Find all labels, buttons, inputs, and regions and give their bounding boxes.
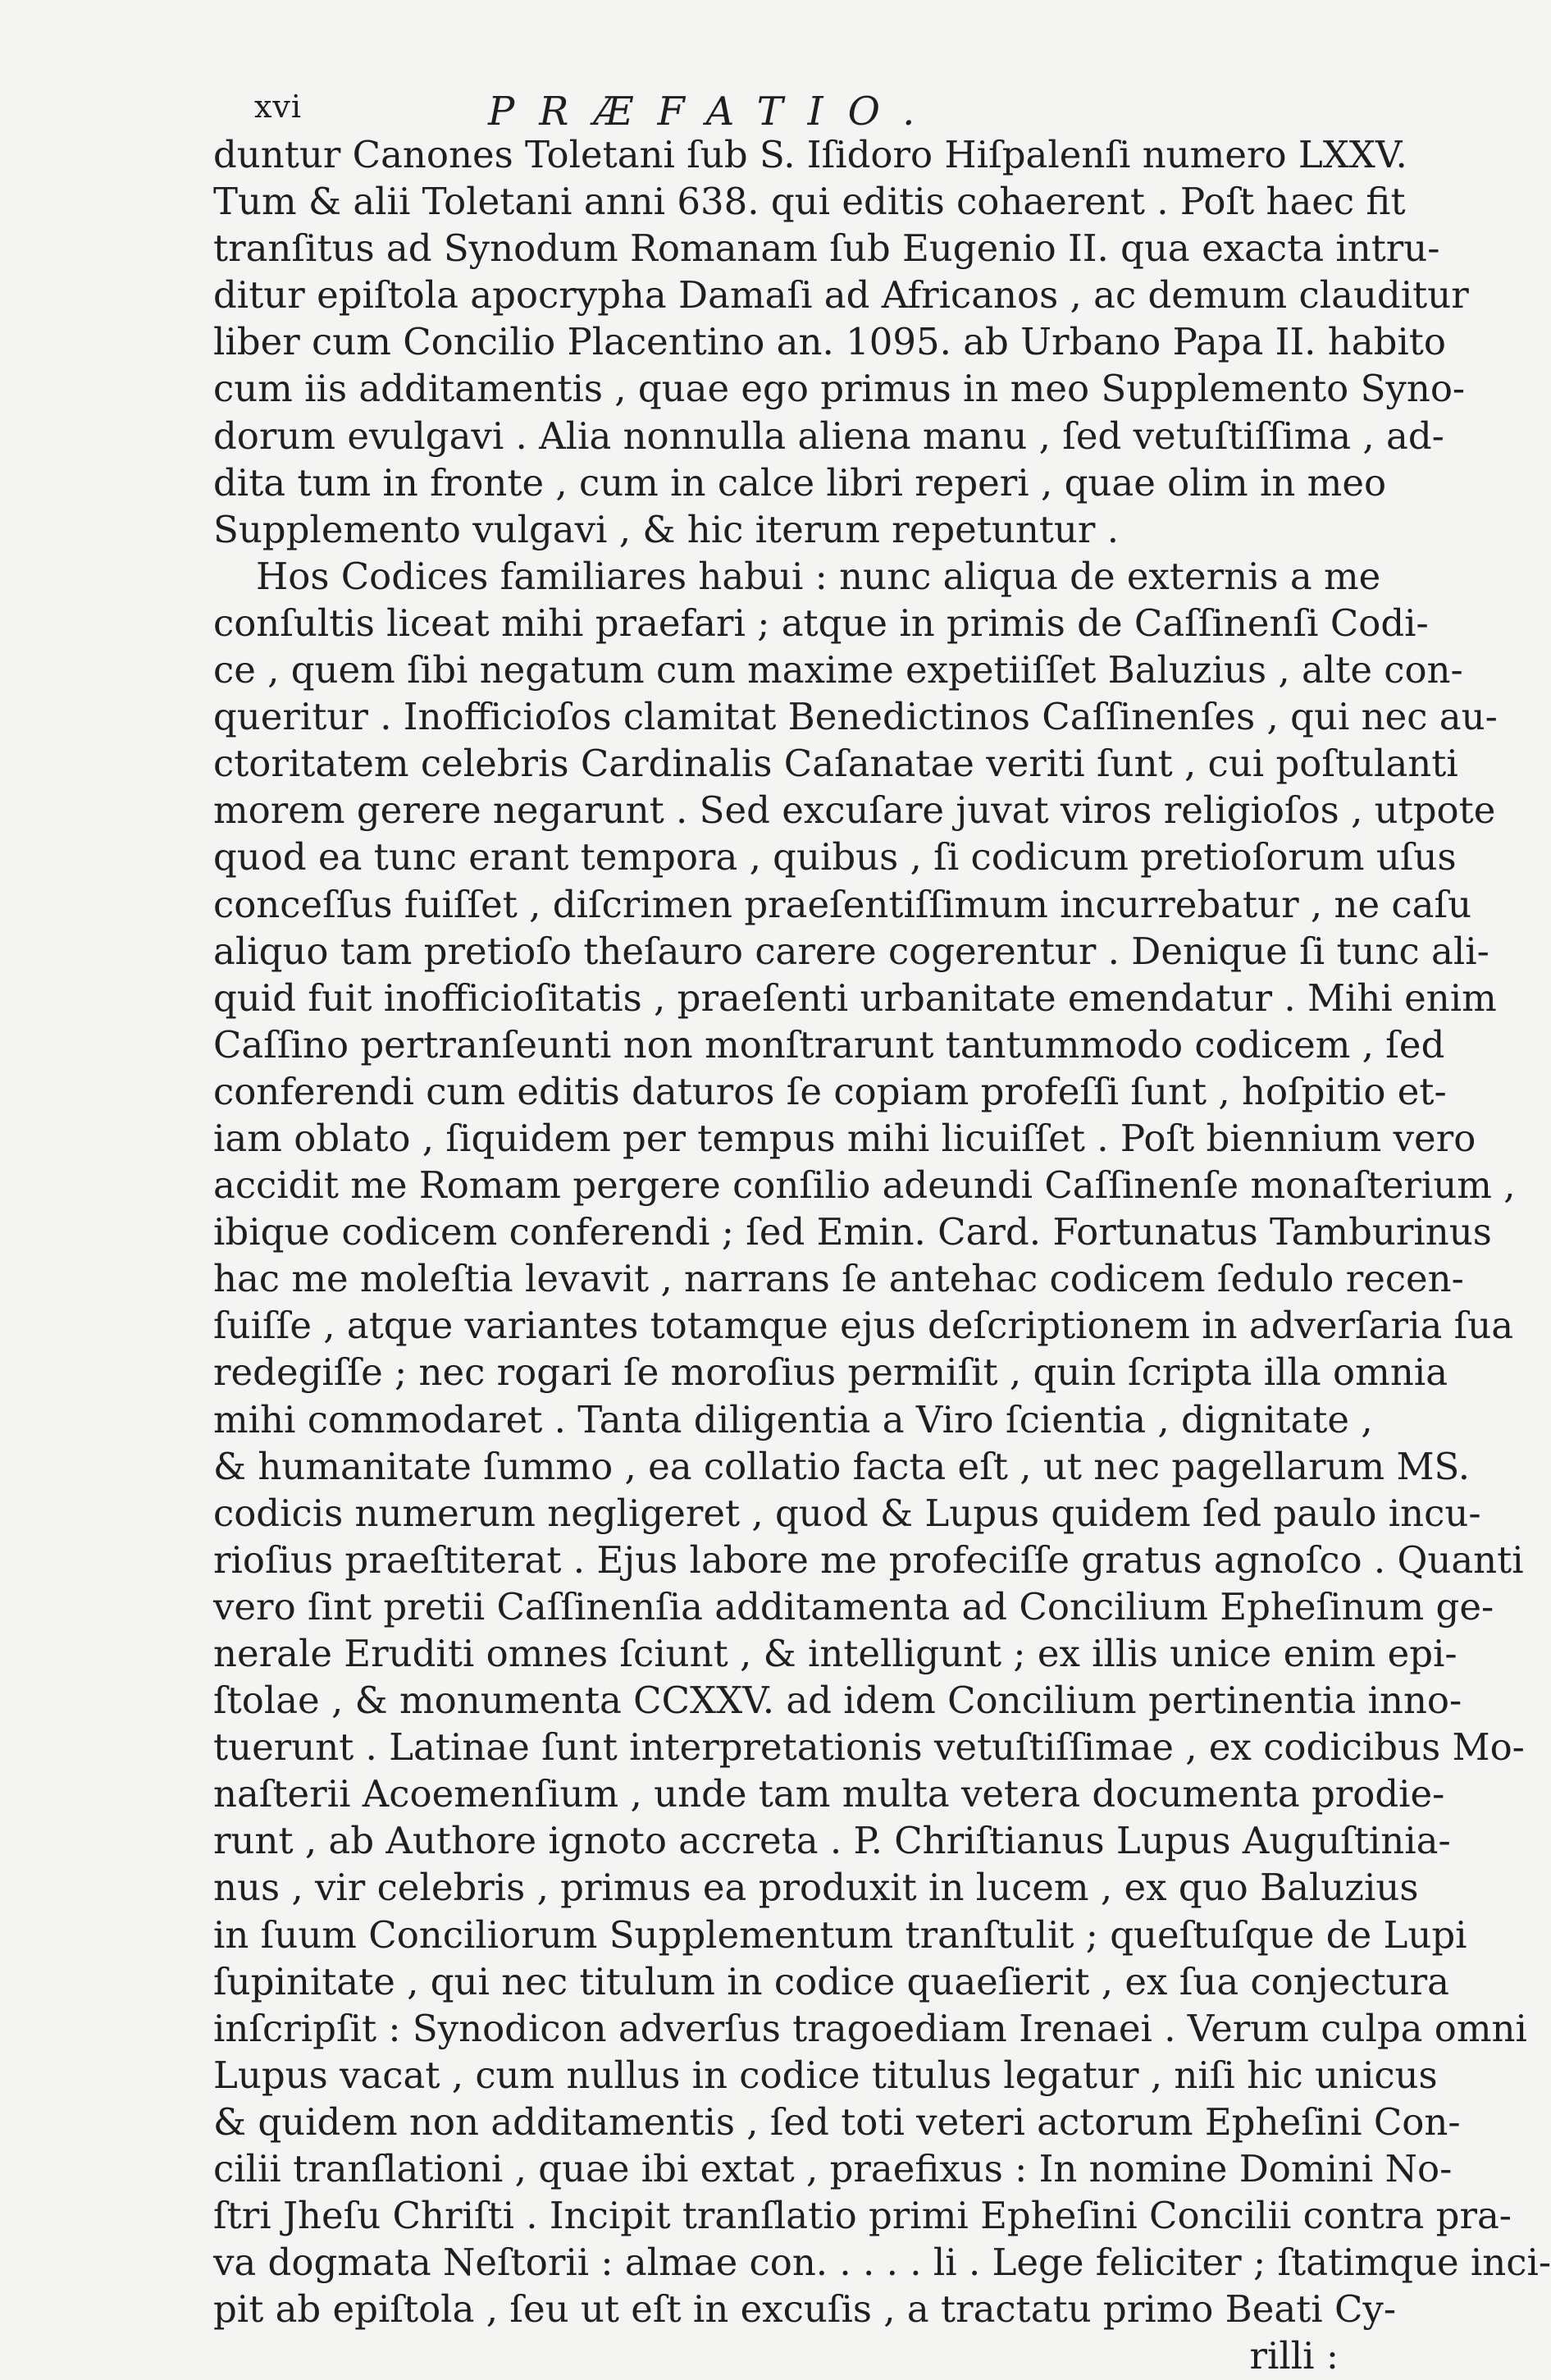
text-line: Caſſino pertranſeunti non monſtrarunt tantummodo codicem , ſed: [213, 1022, 1445, 1067]
text-line: aliquo tam pretioſo theſauro carere cogerentur . Denique ſi tunc ali-: [213, 929, 1489, 973]
text-line: & humanitate ſummo , ea collatio facta eſt , ut nec pagellarum MS.: [213, 1444, 1471, 1488]
text-line: runt , ab Authore ignoto accreta . P. Chriſtianus Lupus Auguſtinia-: [213, 1819, 1451, 1863]
text-line: mihi commodaret . Tanta diligentia a Viro ſcientia , dignitate ,: [213, 1397, 1373, 1441]
text-line: naſterii Acoemenſium , unde tam multa vetera documenta prodie-: [213, 1772, 1445, 1816]
text-line: dita tum in fronte , cum in calce libri reperi , quae olim in meo: [213, 460, 1387, 505]
text-line: liber cum Concilio Placentino an. 1095. ab Urbano Papa II. habito: [213, 320, 1446, 364]
text-line: iam oblato , ſiquidem per tempus mihi licuiſſet . Poſt biennium vero: [213, 1116, 1476, 1160]
text-line: conferendi cum editis daturos ſe copiam profeſſi ſunt , hoſpitio et-: [213, 1069, 1447, 1113]
running-head: PRÆFATIO.: [488, 89, 940, 135]
text-line: ſupinitate , qui nec titulum in codice quaeſierit , ex ſua conjectura: [213, 1959, 1449, 2003]
text-line: cilii tranſlationi , quae ibi extat , praefixus : In nomine Domini No-: [213, 2147, 1453, 2191]
text-line: va dogmata Neſtorii : almae con. . . . . li . Lege feliciter ; ſtatimque inci-: [213, 2241, 1551, 2285]
text-line: conceſſus fuiſſet , diſcrimen praeſentiſſimum incurrebatur , ne caſu: [213, 882, 1472, 926]
text-line: inſcripſit : Synodicon adverſus tragoediam Irenaei . Verum culpa omni: [213, 2006, 1527, 2050]
text-line: ſtri Jheſu Chriſti . Incipit tranſlatio primi Epheſini Concilii contra pra-: [213, 2194, 1512, 2238]
text-line: ſuiſſe , atque variantes totamque ejus deſcriptionem in adverſaria ſua: [213, 1304, 1514, 1348]
text-line: dorum evulgavi . Alia nonnulla aliena manu , ſed vetuſtiſſima , ad-: [213, 413, 1444, 458]
text-line: conſultis liceat mihi praefari ; atque in primis de Caſſinenſi Codi-: [213, 601, 1429, 645]
text-line: Lupus vacat , cum nullus in codice titulus legatur , niſi hic unicus: [213, 2053, 1438, 2097]
text-line: nus , vir celebris , primus ea produxit in lucem , ex quo Baluzius: [213, 1866, 1419, 1910]
text-line: ſtolae , & monumenta CCXXV. ad idem Concilium pertinentia inno-: [213, 1679, 1462, 1723]
text-line: morem gerere negarunt . Sed excuſare juvat viros religioſos , utpote: [213, 788, 1496, 833]
text-line: rilli :: [1249, 2334, 1339, 2378]
text-line: Hos Codices familiares habui : nunc aliqua de externis a me: [256, 554, 1381, 598]
text-line: rioſius praeſtiterat . Ejus labore me profeciſſe gratus agnoſco . Quanti: [213, 1537, 1524, 1582]
text-line: Tum & alii Toletani anni 638. qui editis cohaerent . Poſt haec fit: [213, 180, 1406, 224]
text-line: quid fuit inofficioſitatis , praeſenti urbanitate emendatur . Mihi enim: [213, 975, 1497, 1020]
text-line: cum iis additamentis , quae ego primus in meo Supplemento Syno-: [213, 367, 1466, 411]
text-line: quod ea tunc erant tempora , quibus , ſi codicum pretioſorum uſus: [213, 835, 1457, 879]
text-line: codicis numerum negligeret , quod & Lupus quidem ſed paulo incu-: [213, 1491, 1481, 1535]
page-number: xvi: [254, 89, 303, 125]
text-line: ibique codicem conferendi ; ſed Emin. Card. Fortunatus Tamburinus: [213, 1210, 1492, 1254]
text-line: pit ab epiſtola , ſeu ut eſt in excuſis , a tractatu primo Beati Cy-: [213, 2287, 1397, 2332]
text-line: & quidem non additamentis , ſed toti veteri actorum Epheſini Con-: [213, 2099, 1461, 2144]
text-line: tuerunt . Latinae ſunt interpretationis vetuſtiſſimae , ex codicibus Mo-: [213, 1725, 1525, 1770]
text-line: ditur epiſtola apocrypha Damaſi ad Africanos , ac demum clauditur: [213, 273, 1469, 317]
text-line: hac me moleſtia levavit , narrans ſe antehac codicem ſedulo recen-: [213, 1257, 1464, 1301]
text-line: redegiſſe ; nec rogari ſe moroſius permiſit , quin ſcripta illa omnia: [213, 1350, 1448, 1395]
text-line: ctoritatem celebris Cardinalis Caſanatae veriti ſunt , cui poſtulanti: [213, 742, 1458, 786]
text-line: vero ſint pretii Caſſinenſia additamenta ad Concilium Epheſinum ge-: [213, 1584, 1494, 1629]
text-line: Supplemento vulgavi , & hic iterum repetuntur .: [213, 507, 1119, 551]
text-line: nerale Eruditi omnes ſciunt , & intelligunt ; ex illis unice enim epi-: [213, 1632, 1457, 1675]
text-line: in ſuum Conciliorum Supplementum tranſtulit ; queſtuſque de Lupi: [213, 1912, 1467, 1957]
text-line: queritur . Inofficioſos clamitat Benedictinos Caſſinenſes , qui nec au-: [213, 695, 1498, 739]
text-line: tranſitus ad Synodum Romanam ſub Eugenio II. qua exacta intru-: [213, 226, 1440, 271]
text-line: ce , quem ſibi negatum cum maxime expetiiſſet Baluzius , alte con-: [213, 648, 1463, 692]
body-text: [213, 131, 1551, 2380]
text-line: accidit me Romam pergere conſilio adeundi Caſſinenſe monaſterium ,: [213, 1163, 1516, 1208]
text-line: duntur Canones Toletani ſub S. Iſidoro Hiſpalenſi numero LXXV.: [213, 133, 1407, 176]
